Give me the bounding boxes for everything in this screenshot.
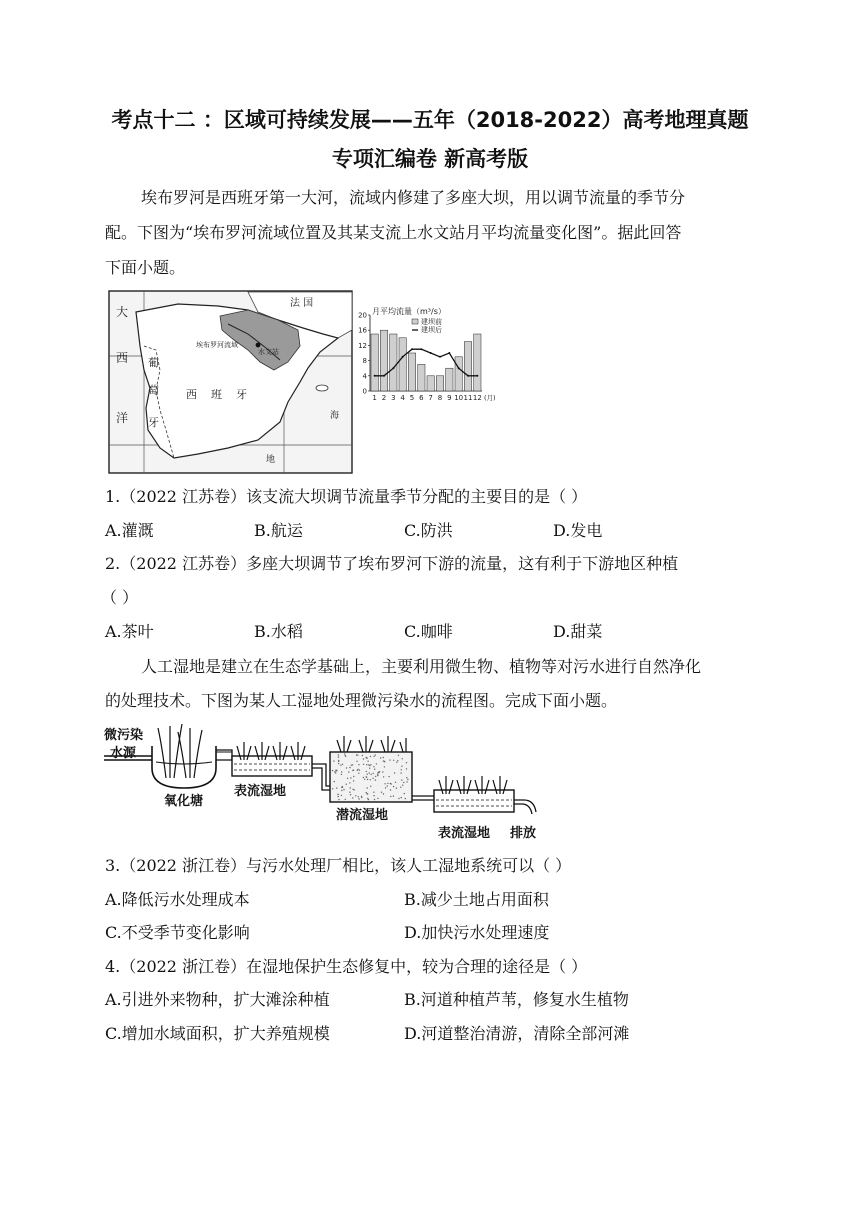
chart-x-tick-label: 11 <box>463 394 473 402</box>
chart-x-tick-label: 2 <box>381 394 387 402</box>
diagram-label-oxidation-pond: 氧化塘 <box>164 794 204 809</box>
question-3-option-b[interactable]: B.减少土地占用面积 <box>404 890 549 909</box>
chart-bar-before-dam <box>418 364 425 391</box>
chart-x-tick-label: 5 <box>409 394 415 402</box>
question-1-option-d[interactable]: D.发电 <box>553 521 603 540</box>
map-label-spain: 西 班 牙 <box>186 388 247 401</box>
intro-paragraph-2-line-2: 的处理技术。下图为某人工湿地处理微污染水的流程图。完成下面小题。 <box>105 691 618 710</box>
question-3-option-c[interactable]: C.不受季节变化影响 <box>105 923 250 942</box>
chart-y-tick-label: 12 <box>358 341 367 350</box>
chart-x-tick-label: 7 <box>428 394 433 402</box>
map-label-station: 水文站 <box>258 348 279 356</box>
intro-paragraph-1-line-3: 下面小题。 <box>105 258 186 277</box>
legend-label-before: 建坝前 <box>421 318 442 326</box>
chart-x-tick-label: 1 <box>372 394 377 402</box>
chart-bar-before-dam <box>446 368 453 391</box>
chart-y-tick-label: 16 <box>358 326 367 335</box>
chart-point-after-dam <box>476 375 478 377</box>
diagram-label-subsurface-wetland: 潜流湿地 <box>336 808 389 823</box>
page-title: 考点十二 ：区域可持续发展——五年（2018-2022）高考地理真题 <box>111 108 749 132</box>
question-3-stem: 3.（2022 浙江卷）与污水处理厂相比，该人工湿地系统可以（ ） <box>105 856 572 875</box>
chart-x-tick-label: 9 <box>447 394 452 402</box>
chart-point-after-dam <box>430 352 432 354</box>
intro-paragraph-1-line-1: 埃布罗河是西班牙第一大河，流域内修建了多座大坝，用以调节流量的季节分 <box>141 188 686 207</box>
chart-bar-before-dam <box>390 334 397 391</box>
intro-paragraph-1-line-2: 配。下图为“埃布罗河流域位置及其某支流上水文站月平均流量变化图”。据此回答 <box>105 223 682 242</box>
question-4-stem: 4.（2022 浙江卷）在湿地保护生态修复中，较为合理的途径是（ ） <box>105 957 588 976</box>
map-label-atlantic-2: 西 <box>116 351 129 365</box>
chart-x-tick-label: 8 <box>437 394 443 402</box>
map-label-portugal-2: 萄 <box>148 384 159 397</box>
question-3-option-a[interactable]: A.降低污水处理成本 <box>105 890 250 909</box>
question-2-option-a[interactable]: A.茶叶 <box>105 622 154 641</box>
page-subtitle: 专项汇编卷 新高考版 <box>331 147 529 171</box>
map-label-france: 法 国 <box>290 298 314 309</box>
chart-x-tick-label: 10 <box>454 394 464 402</box>
chart-point-after-dam <box>448 352 450 354</box>
chart-point-after-dam <box>411 348 413 350</box>
chart-point-after-dam <box>374 375 376 377</box>
question-4-option-c[interactable]: C.增加水域面积，扩大养殖规模 <box>105 1024 330 1043</box>
chart-bar-before-dam <box>371 334 378 391</box>
diagram-label-discharge: 排放 <box>510 826 537 841</box>
map-label-basin: 埃布罗河流域 <box>196 341 238 349</box>
map-label-portugal-3: 牙 <box>148 416 159 429</box>
question-2-stem-continued: （ ） <box>101 588 139 607</box>
chart-x-tick-label: 12 <box>472 394 482 402</box>
intro-paragraph-2-line-1: 人工湿地是建立在生态学基础上，主要利用微生物、植物等对污水进行自然净化 <box>141 657 702 676</box>
chart-point-after-dam <box>420 348 422 350</box>
question-2-option-b[interactable]: B.水稻 <box>254 622 303 641</box>
question-1-option-a[interactable]: A.灌溉 <box>105 521 154 540</box>
question-2-stem: 2.（2022 江苏卷）多座大坝调节了埃布罗河下游的流量，这有利于下游地区种植 <box>105 554 679 573</box>
question-4-option-b[interactable]: B.河道种植芦苇，修复水生植物 <box>404 990 629 1009</box>
monthly-flow-chart <box>352 303 504 407</box>
chart-bar-before-dam <box>474 334 481 391</box>
chart-point-after-dam <box>383 375 385 377</box>
question-2-option-d[interactable]: D.甜菜 <box>553 622 603 641</box>
question-4-option-d[interactable]: D.河道整治清游，清除全部河滩 <box>404 1024 630 1043</box>
chart-bar-before-dam <box>399 338 406 391</box>
chart-point-after-dam <box>458 367 460 369</box>
question-1-option-c[interactable]: C.防洪 <box>404 521 453 540</box>
chart-bar-before-dam <box>436 376 443 391</box>
chart-point-after-dam <box>439 356 441 358</box>
chart-point-after-dam <box>402 356 404 358</box>
wetland-process-diagram <box>104 716 550 842</box>
diagram-label-surface-wetland-2: 表流湿地 <box>438 826 491 841</box>
chart-bar-before-dam <box>408 353 415 391</box>
chart-title: 月平均流量（m³/s） <box>372 307 446 316</box>
map-label-atlantic-1: 大 <box>116 305 129 319</box>
chart-bar-before-dam <box>455 357 462 391</box>
map-label-mediterranean-1: 海 <box>330 411 340 421</box>
chart-point-after-dam <box>392 367 394 369</box>
question-2-option-c[interactable]: C.咖啡 <box>404 622 453 641</box>
chart-x-tick-label: 6 <box>419 394 424 402</box>
chart-x-tick-label: 3 <box>391 394 396 402</box>
chart-point-after-dam <box>467 375 469 377</box>
diagram-label-source-2: 水源 <box>110 746 137 761</box>
chart-y-tick-label: 4 <box>362 372 367 381</box>
diagram-label-source-1: 微污染 <box>104 728 144 743</box>
ebro-basin-map <box>108 290 353 474</box>
map-label-atlantic-3: 洋 <box>116 411 129 425</box>
map-label-mediterranean-2: 地 <box>266 455 276 465</box>
question-1-option-b[interactable]: B.航运 <box>254 521 303 540</box>
chart-x-unit: (月) <box>484 394 496 402</box>
chart-bar-before-dam <box>464 342 471 391</box>
chart-y-tick-label: 20 <box>358 311 367 320</box>
legend-label-after: 建坝后 <box>421 326 442 334</box>
question-3-option-d[interactable]: D.加快污水处理速度 <box>404 923 550 942</box>
map-label-portugal-1: 葡 <box>148 356 159 369</box>
diagram-label-surface-wetland-1: 表流湿地 <box>234 784 287 799</box>
chart-y-tick-label: 0 <box>362 387 367 396</box>
question-4-option-a[interactable]: A.引进外来物种，扩大滩涂种植 <box>105 990 330 1009</box>
chart-y-tick-label: 8 <box>362 357 367 366</box>
legend-swatch-before <box>412 319 418 324</box>
question-1-stem: 1.（2022 江苏卷）该支流大坝调节流量季节分配的主要目的是（ ） <box>105 487 588 506</box>
chart-bar-before-dam <box>427 376 434 391</box>
chart-bar-before-dam <box>380 330 387 391</box>
chart-x-tick-label: 4 <box>400 394 405 402</box>
